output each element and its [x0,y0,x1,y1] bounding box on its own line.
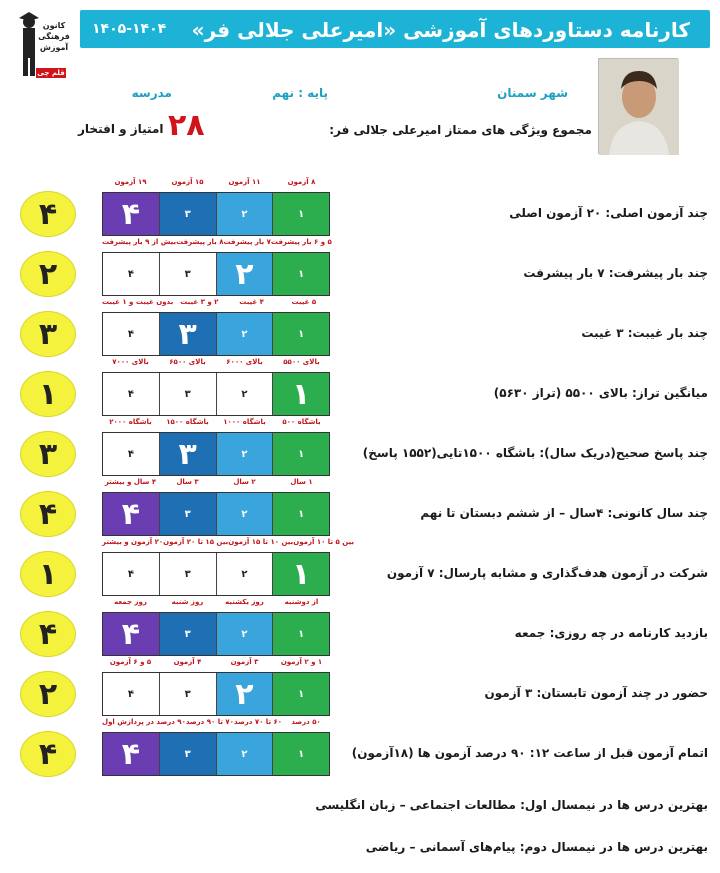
row-label: شرکت در آزمون هدف‌گذاری و مشابه پارسال: ۷ آزمون [386,566,708,580]
header-years: ۱۴۰۵-۱۴۰۴ [92,21,167,37]
level-cell-4: ۴ [103,733,159,775]
level-cell-4: ۴ [103,373,159,415]
level-cell-1: ۱ [272,433,329,475]
score-badge: ۲ [20,671,76,717]
score-badge: ۴ [20,191,76,237]
level-header: ۴ غیبت [239,298,264,306]
level-cell-1: ۱ [272,613,329,655]
row-label: حضور در چند آزمون تابستان: ۳ آزمون [484,686,708,700]
level-cell-1: ۱ [272,193,329,235]
row-headers [102,238,330,250]
level-header: ۳ آزمون [230,658,259,666]
level-cell-2: ۲ [216,673,273,715]
level-cell-3: ۳ [159,193,216,235]
level-header: ۵ و ۶ بار پیشرفت [270,238,332,246]
level-header: ۱۹ آزمون [114,178,147,186]
sum-unit: امتیاز و افتخار [78,122,164,136]
level-cell-2: ۲ [216,373,273,415]
row-label: چند پاسخ صحیح(دریک سال): باشگاه ۱۵۰۰تایی(۱۵۵۲ پاسخ) [362,446,708,460]
row-headers [102,538,355,550]
level-header: روز یکشنبه [225,598,264,606]
level-header: ۲۰ آزمون و بیشتر [102,538,164,546]
level-header: ۵ و ۶ آزمون [109,658,152,666]
level-header: بالای ۶۵۰۰ [169,358,206,366]
sum-value: ۲۸ [168,108,205,143]
score-badge: ۴ [20,491,76,537]
row-headers [102,598,330,610]
level-grid [102,252,330,296]
level-header: ۵ غیبت [291,298,317,306]
score-badge: ۴ [20,611,76,657]
level-header: ۶۰ تا ۷۰ درصد [233,718,283,726]
level-cell-3: ۳ [159,733,216,775]
level-cell-1: ۱ [272,253,329,295]
level-cell-4: ۴ [103,193,159,235]
level-cell-3: ۳ [159,313,216,355]
level-header: روز جمعه [114,598,147,606]
level-cell-1: ۱ [272,373,329,415]
level-cell-1: ۱ [272,313,329,355]
level-header: از دوشنبه [284,598,319,606]
level-header: روز شنبه [171,598,204,606]
level-header: ۴ آزمون [173,658,202,666]
level-cell-2: ۲ [216,193,273,235]
row-headers [102,658,330,670]
level-cell-4: ۴ [103,433,159,475]
level-header: ۲ و ۳ غیبت [180,298,219,306]
level-grid [102,672,330,716]
level-cell-1: ۱ [272,553,329,595]
level-header: بالای ۵۵۰۰ [283,358,320,366]
row-label: اتمام آزمون قبل از ساعت ۱۲: ۹۰ درصد آزمون ها (۱۸آزمون) [351,746,708,760]
level-grid [102,612,330,656]
level-header: بیش از ۹ بار پیشرفت [102,238,177,246]
level-header: ۳ سال [176,478,199,486]
level-header: ۴ سال و بیشتر [104,478,157,486]
level-grid [102,372,330,416]
level-cell-2: ۲ [216,313,273,355]
level-cell-1: ۱ [272,673,329,715]
level-cell-1: ۱ [272,493,329,535]
row-headers [102,298,330,310]
level-cell-2: ۲ [216,433,273,475]
level-cell-3: ۳ [159,613,216,655]
level-cell-2: ۲ [216,733,273,775]
score-badge: ۱ [20,551,76,597]
score-badge: ۴ [20,731,76,777]
level-header: ۷ بار پیشرفت [223,238,271,246]
level-grid [102,732,330,776]
level-cell-2: ۲ [216,493,273,535]
level-cell-1: ۱ [272,733,329,775]
row-headers [102,418,330,430]
level-cell-4: ۴ [103,493,159,535]
level-header: بدون غیبت و ۱ غیبت [102,298,174,306]
level-grid [102,312,330,356]
level-cell-4: ۴ [103,613,159,655]
level-header: بین ۱۰ تا ۱۵ آزمون [228,538,294,546]
school-label: مدرسه [131,86,172,100]
sum-label: مجموع ویژگی های ممتاز امیرعلی جلالی فر: [329,123,592,137]
level-grid [102,552,330,596]
level-cell-3: ۳ [159,493,216,535]
row-label: چند آزمون اصلی: ۲۰ آزمون اصلی [509,206,708,220]
level-header: ۸ بار پیشرفت [176,238,224,246]
row-headers [102,358,330,370]
level-grid [102,492,330,536]
row-label: میانگین تراز: بالای ۵۵۰۰ (تراز ۵۶۳۰) [493,386,708,400]
student-photo [598,58,678,154]
level-cell-3: ۳ [159,373,216,415]
score-badge: ۱ [20,371,76,417]
level-header: بین ۱۵ تا ۲۰ آزمون [163,538,229,546]
level-cell-4: ۴ [103,553,159,595]
page-title: کارنامه دستاوردهای آموزشی «امیرعلی جلالی فر» [191,18,690,42]
row-headers [102,718,330,730]
level-header: ۱۵ آزمون [171,178,204,186]
level-header: باشگاه ۲۰۰۰ [109,418,152,426]
row-label: چند سال کانونی: ۴سال – از ششم دبستان تا نهم [420,506,708,520]
level-header: باشگاه ۱۵۰۰ [166,418,209,426]
level-header: بالای ۶۰۰۰ [226,358,263,366]
row-label: بازدید کارنامه در چه روزی: جمعه [514,626,708,640]
row-label: چند بار پیشرفت: ۷ بار پیشرفت [523,266,708,280]
score-badge: ۳ [20,431,76,477]
level-header: ۱۱ آزمون [228,178,261,186]
logo-line-1: کانون [42,21,66,30]
level-grid [102,432,330,476]
level-header: ۱ و ۲ آزمون [280,658,323,666]
level-header: ۹۰ درصد در پردازش اول [102,718,186,726]
row-headers [102,178,330,190]
grade-label: پایه : نهم [272,86,328,100]
level-cell-2: ۲ [216,553,273,595]
logo-badge: قلم چی [37,69,65,77]
level-cell-3: ۳ [159,253,216,295]
level-cell-4: ۴ [103,253,159,295]
row-label: چند بار غیبت: ۳ غیبت [581,326,708,340]
level-header: ۵۰ درصد [291,718,321,726]
level-cell-3: ۳ [159,433,216,475]
level-header: ۸ آزمون [287,178,316,186]
level-header: باشگاه ۱۰۰۰ [223,418,266,426]
header-bar [80,10,710,48]
level-header: بالای ۷۰۰۰ [112,358,149,366]
row-headers [102,478,330,490]
best-courses-term2: بهترین درس ها در نیمسال دوم: پیام‌های آسمانی – ریاضی [365,840,708,854]
level-cell-2: ۲ [216,613,273,655]
kanoon-logo [14,6,72,84]
score-badge: ۲ [20,251,76,297]
logo-line-3: آموزش [39,43,69,52]
level-header: باشگاه ۵۰۰ [282,418,321,426]
level-cell-4: ۴ [103,673,159,715]
level-cell-4: ۴ [103,313,159,355]
level-header: ۱ سال [290,478,313,486]
level-cell-2: ۲ [216,253,273,295]
score-badge: ۳ [20,311,76,357]
level-header: ۷۰ تا ۹۰ درصد [185,718,234,726]
best-courses-term1: بهترین درس ها در نیمسال اول: مطالعات اجتماعی – زبان انگلیسی [315,798,708,812]
logo-line-2: فرهنگی [38,32,70,41]
level-header: ۲ سال [233,478,256,486]
level-header: بین ۵ تا ۱۰ آزمون [293,538,355,546]
level-cell-3: ۳ [159,553,216,595]
city-label: شهر سمنان [497,86,568,100]
level-cell-3: ۳ [159,673,216,715]
level-grid [102,192,330,236]
